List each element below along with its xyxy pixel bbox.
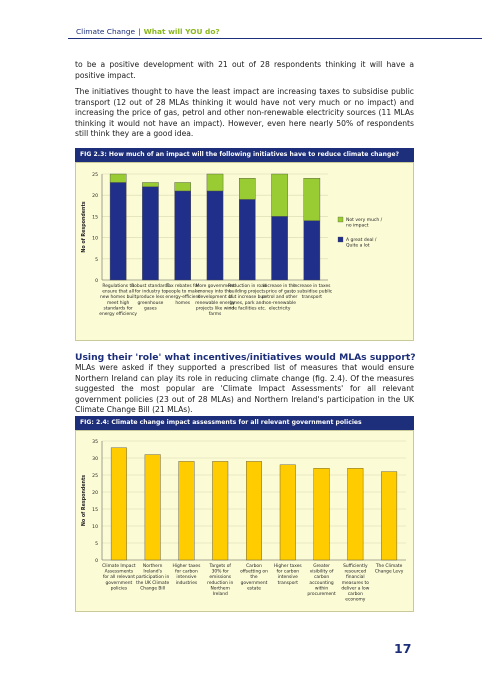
legend-swatch-primary — [338, 237, 343, 242]
assessments-bar-chart — [76, 431, 413, 611]
paragraph-measures: MLAs were asked if they supported a prescribed list of measures that would ensure Northern Ireland can play its role in reducing climate change (fig. 2.4). Of the measures suggested the most popular are 'Climate Impact Assessments' for all relevant government policies (23 out of 28 MLAs) and Northern Ireland's participation in the UK Climate Change Bill (21 MLAs). — [75, 363, 414, 415]
category-label: petrol and other — [261, 295, 298, 301]
category-label: Higher taxes — [172, 564, 201, 569]
legend-swatch-secondary — [338, 217, 343, 222]
figure-2-3-chart — [75, 162, 414, 341]
category-label: Increase in taxes — [293, 284, 331, 289]
bar-primary — [304, 221, 320, 280]
bar-secondary — [304, 178, 320, 220]
category-label: industries — [175, 580, 198, 586]
category-label: renewable energy — [195, 300, 235, 306]
category-label: offsetting on — [240, 569, 268, 575]
category-label: intensive — [277, 575, 298, 581]
category-label: Sufficiently — [343, 564, 368, 569]
bar-secondary — [110, 174, 126, 182]
category-label: 30% for — [211, 569, 229, 575]
y-tick-label: 25 — [92, 173, 98, 178]
bar-primary — [272, 216, 288, 280]
legend-label-primary-2: Quite a lot — [346, 243, 370, 249]
bar-secondary — [239, 178, 255, 199]
category-label: policies — [110, 586, 128, 592]
header-subtitle: What will YOU do? — [143, 27, 220, 36]
category-label: lanes, park and — [230, 300, 265, 306]
category-label: Increase in the — [263, 284, 296, 289]
category-label: carbon — [347, 592, 363, 597]
y-tick-label: 5 — [95, 257, 98, 263]
category-label: standards for — [103, 306, 133, 312]
category-label: Assessments — [104, 569, 134, 575]
category-label: to subsidise public — [291, 289, 333, 295]
category-label: carbon — [313, 575, 330, 581]
category-label: non-renewable — [263, 300, 296, 306]
figure-2-4-chart — [75, 430, 414, 612]
y-tick-label: 0 — [95, 559, 98, 564]
category-label: for industry to — [134, 289, 167, 295]
category-label: Regulations to — [102, 284, 134, 289]
bar-secondary — [142, 182, 158, 186]
y-tick-label: 35 — [92, 440, 98, 445]
category-label: within — [314, 586, 329, 592]
y-axis-label: No of Respondents — [82, 474, 87, 527]
bar-primary — [145, 455, 161, 560]
category-label: reduction in — [207, 580, 234, 586]
category-label: Carbon — [246, 564, 262, 569]
category-label: government — [240, 580, 268, 586]
bar-secondary — [207, 174, 223, 191]
y-tick-label: 10 — [92, 236, 98, 242]
category-label: Northern — [142, 564, 163, 569]
category-label: transport — [277, 580, 298, 586]
category-label: farms — [208, 312, 222, 317]
page-number: 17 — [394, 641, 412, 656]
bar-primary — [246, 461, 262, 560]
bar-primary — [314, 468, 330, 560]
figure-2-3-title: FIG 2.3: How much of an impact will the following initiatives have to reduce climate change? — [75, 148, 414, 162]
category-label: Climate Impact — [102, 564, 136, 569]
bar-primary — [207, 191, 223, 280]
header-separator: | — [138, 27, 141, 36]
category-label: people to make — [165, 289, 200, 295]
category-label: estate — [247, 586, 261, 592]
category-label: deliver a low — [341, 586, 370, 592]
y-tick-label: 15 — [92, 508, 98, 513]
category-label: accounting — [309, 580, 334, 586]
bar-secondary — [272, 174, 288, 216]
category-label: new homes built — [99, 295, 137, 301]
y-axis-label: No of Respondents — [82, 201, 87, 253]
category-label: meet high — [106, 300, 130, 306]
category-label: economy — [345, 597, 366, 603]
category-label: More government — [195, 284, 235, 289]
impact-stacked-bar-chart — [76, 163, 413, 340]
category-label: Change Levy — [374, 569, 404, 575]
category-label: Northern — [210, 586, 230, 592]
category-label: Tax rebates for — [166, 284, 200, 289]
category-label: homes — [175, 300, 191, 306]
category-label: transport — [301, 295, 323, 301]
category-label: development of — [197, 295, 233, 301]
category-label: intensive — [176, 575, 197, 581]
bar-primary — [280, 465, 296, 560]
category-label: for all relevant — [102, 575, 135, 581]
category-label: Ireland's — [143, 569, 163, 575]
bar-primary — [175, 191, 191, 280]
bar-primary — [110, 182, 126, 280]
category-label: price of gas, — [266, 289, 294, 295]
category-label: procurement — [307, 592, 336, 597]
bar-primary — [179, 461, 195, 560]
header-rule — [68, 38, 482, 39]
category-label: financial — [346, 575, 365, 581]
y-tick-label: 15 — [92, 215, 98, 221]
category-label: produce less — [136, 295, 165, 301]
bar-primary — [111, 448, 127, 560]
bar-secondary — [175, 182, 191, 190]
category-label: energy-efficient — [165, 295, 201, 301]
legend-label-secondary-1: Not very much / — [346, 218, 383, 223]
category-label: for carbon — [276, 569, 300, 575]
category-label: ensure that all — [102, 289, 135, 295]
bar-primary — [239, 199, 255, 280]
category-label: energy efficiency — [99, 312, 138, 317]
category-label: for carbon — [175, 569, 198, 575]
y-tick-label: 30 — [92, 457, 98, 462]
running-header — [76, 27, 220, 36]
bar-primary — [381, 472, 397, 560]
category-label: government — [105, 580, 133, 586]
category-label: Ireland — [212, 592, 228, 597]
legend-label-primary-1: A great deal / — [346, 238, 377, 243]
category-label: gases — [144, 306, 157, 312]
y-tick-label: 0 — [95, 279, 98, 284]
category-label: resourced — [344, 569, 367, 575]
paragraph-least-impact: The initiatives thought to have the least impact are increasing taxes to subsidise public transport (12 out of 28 MLAs thinking it would have not very much or no impact) and increasing the price of gas, petrol and other non-renewable electricity sources (11 MLAs thinking it would not have an impact). However, even here nearly 50% of respondents still think they are a good idea. — [75, 87, 414, 139]
category-label: measures to — [341, 580, 369, 586]
category-label: emissions — [209, 575, 232, 581]
category-label: ride facilities etc. — [228, 306, 267, 312]
category-label: Robust standards — [131, 284, 170, 289]
legend-label-secondary-2: no impact — [346, 223, 369, 229]
header-title: Climate Change — [76, 27, 136, 36]
category-label: building projects — [229, 289, 266, 295]
category-label: money into the — [198, 289, 232, 295]
y-tick-label: 20 — [92, 194, 98, 200]
category-label: participation in — [136, 575, 170, 581]
paragraph-intro: to be a positive development with 21 out of 28 respondents thinking it will have a positive impact. — [75, 60, 414, 80]
figure-2-4-title: FIG: 2.4: Climate change impact assessments for all relevant government policies — [75, 416, 414, 430]
category-label: The Climate — [375, 564, 403, 569]
category-label: the UK Climate — [136, 580, 170, 586]
category-label: Change Bill — [140, 586, 166, 592]
bar-primary — [212, 461, 228, 560]
category-label: Greater — [313, 564, 330, 569]
category-label: greenhouse — [137, 300, 164, 306]
category-label: Reduction in road — [227, 284, 267, 289]
category-label: visibility of — [309, 569, 334, 575]
category-label: Higher taxes — [273, 564, 302, 569]
section-subheading: Using their 'role' what incentives/initiatives would MLAs support? — [75, 352, 416, 363]
bar-primary — [142, 187, 158, 280]
category-label: projects like wind — [195, 306, 235, 312]
category-label: but increase bus — [229, 295, 266, 301]
category-label: Targets of — [209, 564, 231, 569]
y-tick-label: 20 — [92, 491, 98, 496]
category-label: electricity — [268, 306, 291, 312]
category-label: the — [250, 575, 258, 581]
y-tick-label: 25 — [92, 474, 98, 479]
y-tick-label: 10 — [92, 525, 98, 530]
y-tick-label: 5 — [95, 542, 98, 547]
bar-primary — [348, 468, 364, 560]
